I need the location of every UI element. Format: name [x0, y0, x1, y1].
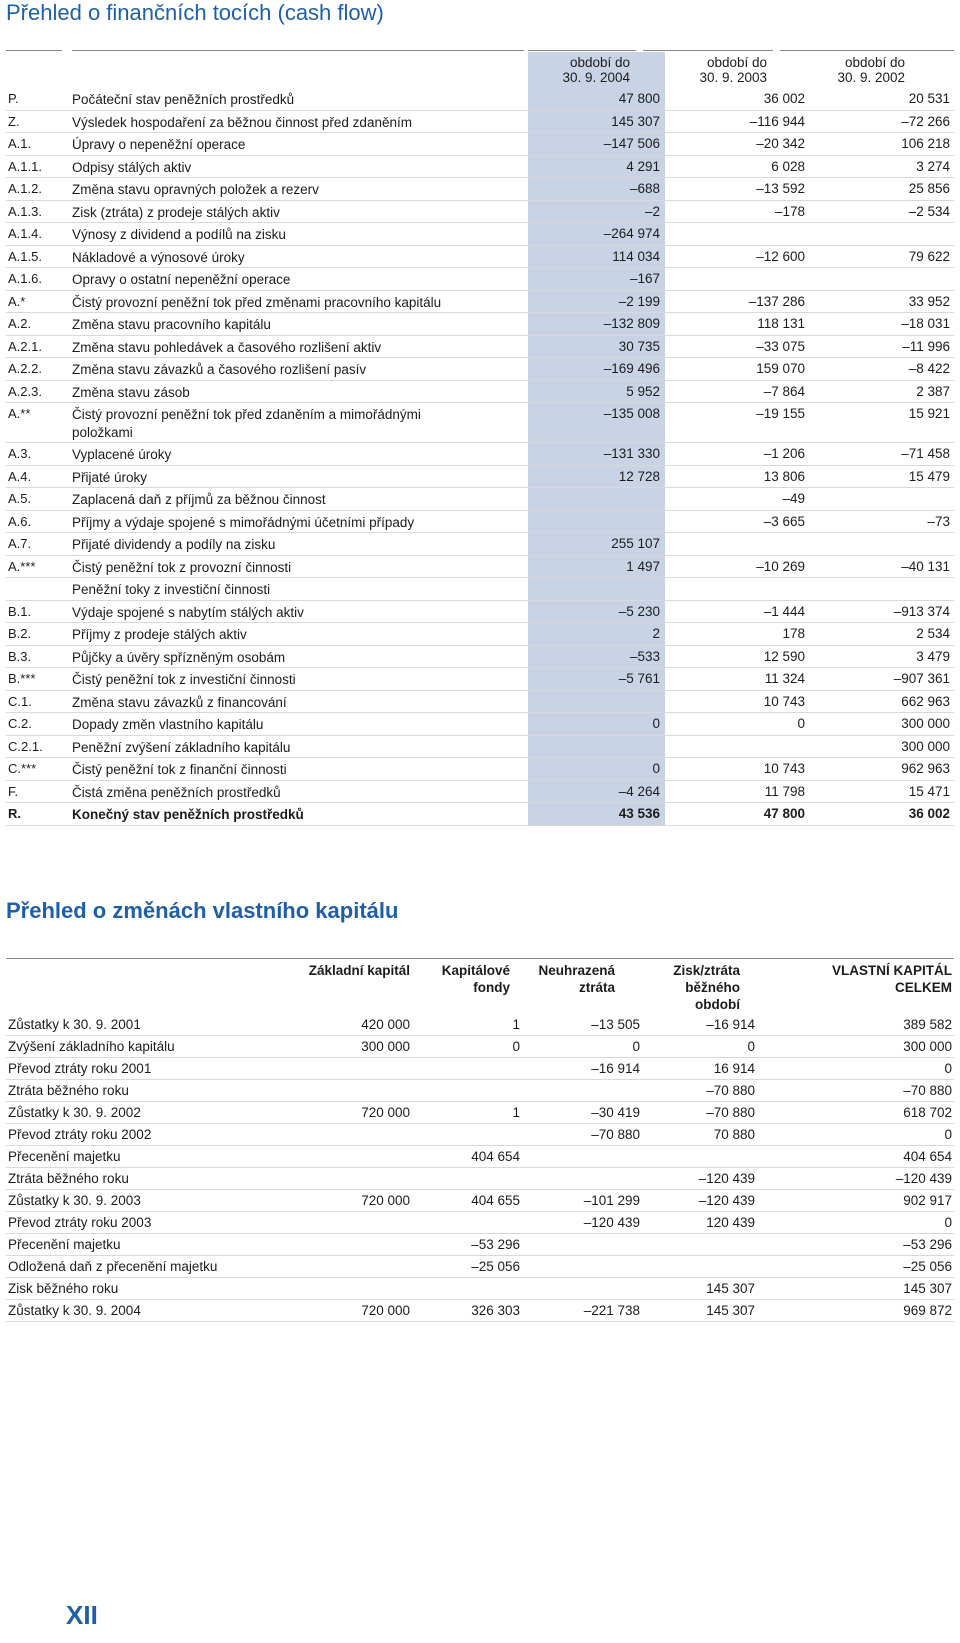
value-2002: –72 266 [901, 113, 950, 129]
table-row [0, 623, 960, 646]
table-row [0, 201, 960, 224]
value-capital-funds: 404 654 [471, 1149, 520, 1164]
row-code: A.1.6. [8, 271, 42, 286]
cashflow-header-row [0, 52, 960, 88]
row-label: Čistý peněžní tok z finanční činnosti [72, 762, 287, 777]
column-header-line: fondy [473, 980, 510, 995]
row-code: A.1.2. [8, 181, 42, 196]
value-2003: –20 342 [756, 136, 805, 151]
value-profit-loss: –70 880 [706, 1083, 755, 1098]
value-2004: 43 536 [618, 806, 660, 821]
column-header-basic-capital [260, 962, 410, 979]
row-label: Změna stavu pracovního kapitálu [72, 317, 271, 332]
row-code: A.5. [8, 491, 32, 506]
value-2004: –169 496 [603, 361, 660, 376]
row-label: Ztráta běžného roku [8, 1171, 129, 1186]
table-row [0, 488, 960, 511]
value-2003: –1 206 [763, 446, 805, 461]
value-2004: 0 [652, 716, 660, 731]
equity-table [0, 960, 960, 1322]
row-code: A.2. [8, 316, 32, 331]
row-label: Čistý peněžní tok z investiční činnosti [72, 672, 296, 687]
value-total-equity: 0 [944, 1215, 952, 1230]
column-header-line: období do [844, 55, 905, 70]
row-code: P. [8, 91, 19, 106]
table-row [0, 313, 960, 336]
value-2002: 2 534 [916, 626, 950, 641]
row-code: A.1. [8, 136, 32, 151]
column-header-2002 [770, 55, 905, 85]
column-header-2003 [637, 55, 767, 85]
row-label: Přecenění majetku [8, 1237, 121, 1252]
value-2002: 20 531 [908, 91, 950, 106]
value-basic-capital: 720 000 [361, 1303, 410, 1318]
row-code: C.2.1. [8, 738, 43, 754]
table-row [0, 1278, 960, 1300]
highlight-cell [528, 511, 665, 533]
table-row [0, 1256, 960, 1278]
value-2004: –5 761 [618, 671, 660, 686]
table-row [0, 178, 960, 201]
value-2002: –71 458 [901, 446, 950, 461]
value-profit-loss: 145 307 [706, 1281, 755, 1296]
column-header-unpaid-loss [520, 962, 615, 996]
value-2002: 15 471 [908, 783, 950, 799]
column-header-line: běžného [685, 980, 740, 995]
value-2004: –167 [629, 271, 660, 286]
value-2003: –13 592 [756, 181, 805, 196]
row-label: Ztráta běžného roku [8, 1083, 129, 1098]
value-basic-capital: 300 000 [361, 1039, 410, 1054]
value-2002: 79 622 [908, 248, 950, 264]
row-label: Změna stavu závazků a časového rozlišení pasív [72, 362, 367, 377]
column-header-2004 [500, 55, 630, 85]
row-label: Čistá změna peněžních prostředků [72, 784, 281, 800]
row-code: A.2.3. [8, 383, 42, 399]
row-label: Výnosy z dividend a podílů na zisku [72, 227, 286, 242]
column-header-line: ztráta [578, 980, 615, 995]
value-profit-loss: 120 439 [706, 1215, 755, 1230]
value-2003: –3 665 [763, 513, 805, 529]
value-capital-funds: –25 056 [471, 1259, 520, 1274]
column-header-line: Zisk/ztráta [673, 963, 740, 978]
value-unpaid-loss: –101 299 [583, 1193, 640, 1208]
table-row [0, 111, 960, 134]
column-header-line: období do [569, 55, 630, 70]
value-profit-loss: –70 880 [706, 1105, 755, 1120]
value-total-equity: –120 439 [895, 1171, 952, 1186]
value-2003: 47 800 [763, 806, 805, 821]
table-row [0, 758, 960, 781]
row-label: Zůstatky k 30. 9. 2004 [8, 1303, 141, 1318]
value-2002: 33 952 [908, 293, 950, 309]
table-row [0, 466, 960, 489]
value-unpaid-loss: 0 [632, 1039, 640, 1054]
table-row [0, 291, 960, 314]
table-row [0, 601, 960, 624]
row-code: B.1. [8, 603, 32, 619]
row-code: A.*** [8, 558, 36, 574]
value-2004: 1 497 [626, 558, 660, 574]
row-code: A.1.3. [8, 203, 42, 219]
value-profit-loss: 0 [747, 1039, 755, 1054]
row-code: F. [8, 783, 19, 799]
row-label: Příjmy a výdaje spojené s mimořádnými účetními případy [72, 514, 415, 530]
value-total-equity: 0 [944, 1061, 952, 1076]
value-unpaid-loss: –16 914 [591, 1061, 640, 1076]
row-label: Změna stavu pohledávek a časového rozlišení aktiv [72, 339, 382, 355]
row-label: Čistý provozní peněžní tok před změnami pracovního kapitálu [72, 294, 442, 310]
row-code: A.7. [8, 536, 32, 551]
value-total-equity: 0 [944, 1127, 952, 1142]
table-row [0, 736, 960, 759]
row-label: Zisk (ztráta) z prodeje stálých aktiv [72, 204, 280, 220]
value-profit-loss: –120 439 [698, 1171, 755, 1186]
value-2003: 10 743 [763, 761, 805, 776]
table-row [0, 578, 960, 601]
table-row [0, 803, 960, 826]
value-2004: 12 728 [618, 468, 660, 484]
value-2003: –178 [774, 203, 805, 219]
value-2004: –135 008 [603, 406, 660, 421]
value-2003: 36 002 [763, 91, 805, 106]
row-label: Zvýšení základního kapitálu [8, 1039, 175, 1054]
row-divider [6, 1321, 954, 1322]
row-code: B.2. [8, 626, 32, 641]
column-header-total-equity [790, 962, 952, 996]
value-total-equity: 969 872 [903, 1303, 952, 1318]
cashflow-title: Přehled o finančních tocích (cash flow) [6, 0, 384, 25]
header-rule [528, 50, 636, 51]
value-profit-loss: 16 914 [713, 1061, 755, 1076]
column-header-profit-loss [640, 962, 740, 1013]
value-unpaid-loss: –221 738 [583, 1303, 640, 1318]
value-2002: 15 921 [908, 406, 950, 421]
table-row [0, 403, 960, 443]
row-label: Peněžní zvýšení základního kapitálu [72, 739, 291, 755]
table-row [0, 1190, 960, 1212]
value-total-equity: 300 000 [903, 1039, 952, 1054]
table-row [0, 381, 960, 404]
value-2003: –33 075 [756, 338, 805, 354]
table-row [0, 336, 960, 359]
row-label: Půjčky a úvěry spřízněným osobám [72, 649, 286, 665]
value-2003: –137 286 [748, 293, 805, 309]
header-rule [780, 50, 954, 51]
table-row [0, 668, 960, 691]
value-2004: –2 [644, 203, 660, 219]
value-total-equity: 404 654 [903, 1149, 952, 1164]
table-row [0, 1168, 960, 1190]
row-divider [6, 825, 954, 826]
row-label: Převod ztráty roku 2001 [8, 1061, 152, 1076]
value-2004: –132 809 [603, 316, 660, 331]
value-2003: 11 324 [764, 671, 805, 686]
value-basic-capital: 720 000 [361, 1105, 410, 1120]
value-2004: –5 230 [618, 603, 660, 619]
value-2002: 962 963 [901, 761, 950, 776]
value-total-equity: 389 582 [903, 1017, 952, 1032]
value-capital-funds: –53 296 [471, 1237, 520, 1252]
value-total-equity: –53 296 [903, 1237, 952, 1252]
value-2004: 255 107 [611, 536, 660, 551]
table-row [0, 358, 960, 381]
column-header-line: Neuhrazená [538, 963, 615, 978]
header-rule [6, 958, 954, 959]
row-label: Přecenění majetku [8, 1149, 121, 1164]
cashflow-body [0, 88, 960, 826]
equity-header-row [0, 960, 960, 1014]
table-row [0, 1080, 960, 1102]
row-code: A.* [8, 293, 26, 309]
value-2002: 25 856 [908, 181, 950, 196]
row-label: Nákladové a výnosové úroky [72, 249, 245, 265]
row-code: C.2. [8, 716, 32, 731]
value-capital-funds: 1 [512, 1017, 520, 1032]
value-total-equity: 145 307 [903, 1281, 952, 1296]
row-code: C.1. [8, 693, 32, 709]
value-2004: –131 330 [603, 446, 660, 461]
row-code: B.3. [8, 648, 32, 664]
row-label: Změna stavu zásob [72, 384, 190, 400]
value-2003: –116 944 [749, 113, 805, 129]
table-row [0, 646, 960, 669]
row-label: Odpisy stálých aktiv [72, 159, 192, 175]
value-2004: 4 291 [626, 158, 660, 174]
value-2004: 114 034 [612, 248, 660, 264]
row-code: A.2.1. [8, 338, 42, 354]
row-label: Přijaté dividendy a podíly na zisku [72, 537, 276, 552]
row-label: Počáteční stav peněžních prostředků [72, 92, 295, 107]
table-row [0, 1058, 960, 1080]
table-row [0, 533, 960, 556]
value-2004: 5 952 [626, 383, 660, 399]
highlight-cell [528, 488, 665, 510]
row-label: Konečný stav peněžních prostředků [72, 807, 304, 822]
value-2004: –688 [629, 181, 660, 196]
value-2002: 3 274 [916, 158, 950, 174]
table-row [0, 156, 960, 179]
value-2002: –18 031 [901, 316, 950, 331]
row-label: Zaplacená daň z příjmů za běžnou činnost [72, 492, 326, 507]
column-header-line: 30. 9. 2003 [699, 70, 767, 85]
row-label: Zisk běžného roku [8, 1281, 119, 1296]
table-row [0, 1300, 960, 1322]
page-number: XII [66, 1600, 98, 1630]
value-basic-capital: 720 000 [361, 1193, 410, 1208]
row-code: A.1.5. [8, 248, 42, 264]
value-2003: 10 743 [763, 693, 805, 709]
header-rule [643, 50, 773, 51]
table-row [0, 1124, 960, 1146]
value-2004: 47 800 [618, 91, 660, 106]
value-2002: –40 131 [901, 558, 950, 574]
value-2003: –10 269 [756, 558, 805, 574]
table-row [0, 713, 960, 736]
value-2004: 30 735 [618, 338, 660, 354]
value-2003: –7 864 [763, 383, 805, 399]
table-row [0, 1234, 960, 1256]
row-code: A.4. [8, 468, 32, 484]
header-rule [6, 50, 62, 51]
row-label: Přijaté úroky [72, 469, 148, 485]
value-2003: 159 070 [756, 361, 805, 376]
cashflow-table [0, 52, 960, 826]
equity-title: Přehled o změnách vlastního kapitálu [6, 898, 399, 923]
row-code: A.1.4. [8, 226, 42, 241]
column-header-line: Základní kapitál [308, 963, 410, 978]
table-row [0, 1014, 960, 1036]
value-2003: 118 131 [757, 316, 805, 331]
table-row [0, 1146, 960, 1168]
row-label: Výdaje spojené s nabytím stálých aktiv [72, 604, 304, 620]
value-profit-loss: –16 914 [706, 1017, 755, 1032]
table-row [0, 511, 960, 534]
row-code: Z. [8, 113, 20, 129]
row-label: Opravy o ostatní nepeněžní operace [72, 272, 291, 287]
row-label: Výsledek hospodaření za běžnou činnost před zdaněním [72, 114, 412, 130]
value-total-equity: 902 917 [903, 1193, 952, 1208]
value-unpaid-loss: –70 880 [591, 1127, 640, 1142]
value-2004: –4 264 [618, 783, 660, 799]
row-label: Změna stavu závazků z financování [72, 694, 287, 710]
value-2002: 300 000 [901, 716, 950, 731]
highlight-cell [528, 578, 665, 600]
row-label: Peněžní toky z investiční činnosti [72, 582, 271, 597]
row-label: Odložená daň z přecenění majetku [8, 1259, 218, 1274]
value-basic-capital: 420 000 [361, 1017, 410, 1032]
value-2002: 15 479 [908, 468, 950, 484]
row-label: Příjmy z prodeje stálých aktiv [72, 627, 247, 642]
table-row [0, 443, 960, 466]
row-label: Čistý peněžní tok z provozní činnosti [72, 559, 292, 575]
table-row [0, 223, 960, 246]
value-capital-funds: 0 [512, 1039, 520, 1054]
column-header-line: období do [706, 55, 767, 70]
row-label: Převod ztráty roku 2003 [8, 1215, 152, 1230]
column-header-capital-funds [415, 962, 510, 996]
value-2003: 13 806 [763, 468, 805, 484]
highlight-cell [528, 691, 665, 713]
value-2004: –533 [629, 648, 660, 664]
value-unpaid-loss: –13 505 [591, 1017, 640, 1032]
row-label: Úpravy o nepeněžní operace [72, 137, 246, 152]
value-total-equity: –25 056 [903, 1259, 952, 1274]
value-profit-loss: –120 439 [698, 1193, 755, 1208]
value-2002: –907 361 [893, 671, 950, 686]
row-code: A.1.1. [8, 158, 42, 174]
value-2002: 662 963 [901, 693, 950, 709]
value-2002: 3 479 [916, 648, 950, 664]
highlight-cell [528, 736, 665, 758]
row-code: R. [8, 806, 21, 821]
value-2003: 0 [797, 716, 805, 731]
row-code: A.6. [8, 513, 32, 529]
row-label: Zůstatky k 30. 9. 2003 [8, 1193, 141, 1208]
table-row [0, 556, 960, 579]
column-header-line: 30. 9. 2002 [837, 70, 905, 85]
row-code: C.*** [8, 761, 37, 776]
table-row [0, 268, 960, 291]
column-header-line: 30. 9. 2004 [562, 70, 630, 85]
row-label: Zůstatky k 30. 9. 2002 [8, 1105, 141, 1120]
value-2004: 2 [652, 626, 660, 641]
row-label: Změna stavu opravných položek a rezerv [72, 182, 319, 197]
value-2004: 145 307 [611, 113, 660, 129]
value-2002: –2 534 [908, 203, 950, 219]
value-2003: 6 028 [771, 158, 805, 174]
value-2002: 2 387 [916, 383, 950, 399]
table-row [0, 133, 960, 156]
column-header-line: Kapitálové [441, 963, 510, 978]
value-capital-funds: 404 655 [471, 1193, 520, 1208]
header-rule [72, 50, 524, 51]
value-2002: –73 [927, 513, 950, 529]
row-label: Převod ztráty roku 2002 [8, 1127, 152, 1142]
column-header-line: období [695, 997, 740, 1012]
value-capital-funds: 1 [512, 1105, 520, 1120]
value-2002: 106 218 [901, 136, 950, 151]
value-2004: –264 974 [603, 226, 660, 241]
value-profit-loss: 145 307 [706, 1303, 755, 1318]
value-2002: 36 002 [908, 806, 950, 821]
row-code: A.** [8, 406, 31, 421]
table-row [0, 88, 960, 111]
value-2002: –11 996 [902, 338, 950, 354]
value-2003: 11 798 [764, 783, 805, 799]
value-2003: –1 444 [763, 603, 805, 619]
table-row [0, 1102, 960, 1124]
value-2003: –19 155 [756, 406, 805, 421]
row-label: Dopady změn vlastního kapitálu [72, 717, 264, 732]
value-2002: 300 000 [901, 738, 950, 754]
column-header-line: VLASTNÍ KAPITÁL [832, 963, 952, 978]
value-2003: –12 600 [756, 248, 805, 264]
table-row [0, 246, 960, 269]
value-unpaid-loss: –120 439 [583, 1215, 640, 1230]
row-label: Vyplacené úroky [72, 447, 172, 462]
row-code: B.*** [8, 671, 36, 686]
column-header-line: CELKEM [895, 980, 952, 995]
value-2004: –147 506 [603, 136, 660, 151]
value-profit-loss: 70 880 [713, 1127, 755, 1142]
table-row [0, 1036, 960, 1058]
table-row [0, 1212, 960, 1234]
value-2004: –2 199 [618, 293, 660, 309]
equity-body [0, 1014, 960, 1322]
value-unpaid-loss: –30 419 [591, 1105, 640, 1120]
value-total-equity: –70 880 [903, 1083, 952, 1098]
row-label: Zůstatky k 30. 9. 2001 [8, 1017, 141, 1032]
table-row [0, 691, 960, 714]
value-2002: –8 422 [908, 361, 950, 376]
row-code: A.3. [8, 446, 32, 461]
value-total-equity: 618 702 [903, 1105, 952, 1120]
table-row [0, 781, 960, 804]
value-2003: 178 [782, 626, 805, 641]
value-2003: 12 590 [763, 648, 805, 664]
value-2002: –913 374 [893, 603, 950, 619]
value-2004: 0 [652, 761, 660, 776]
value-capital-funds: 326 303 [471, 1303, 520, 1318]
row-label: Čistý provozní peněžní tok před zdaněním a mimořádnými položkami [72, 407, 421, 440]
value-2003: –49 [782, 491, 805, 506]
row-code: A.2.2. [8, 361, 42, 376]
